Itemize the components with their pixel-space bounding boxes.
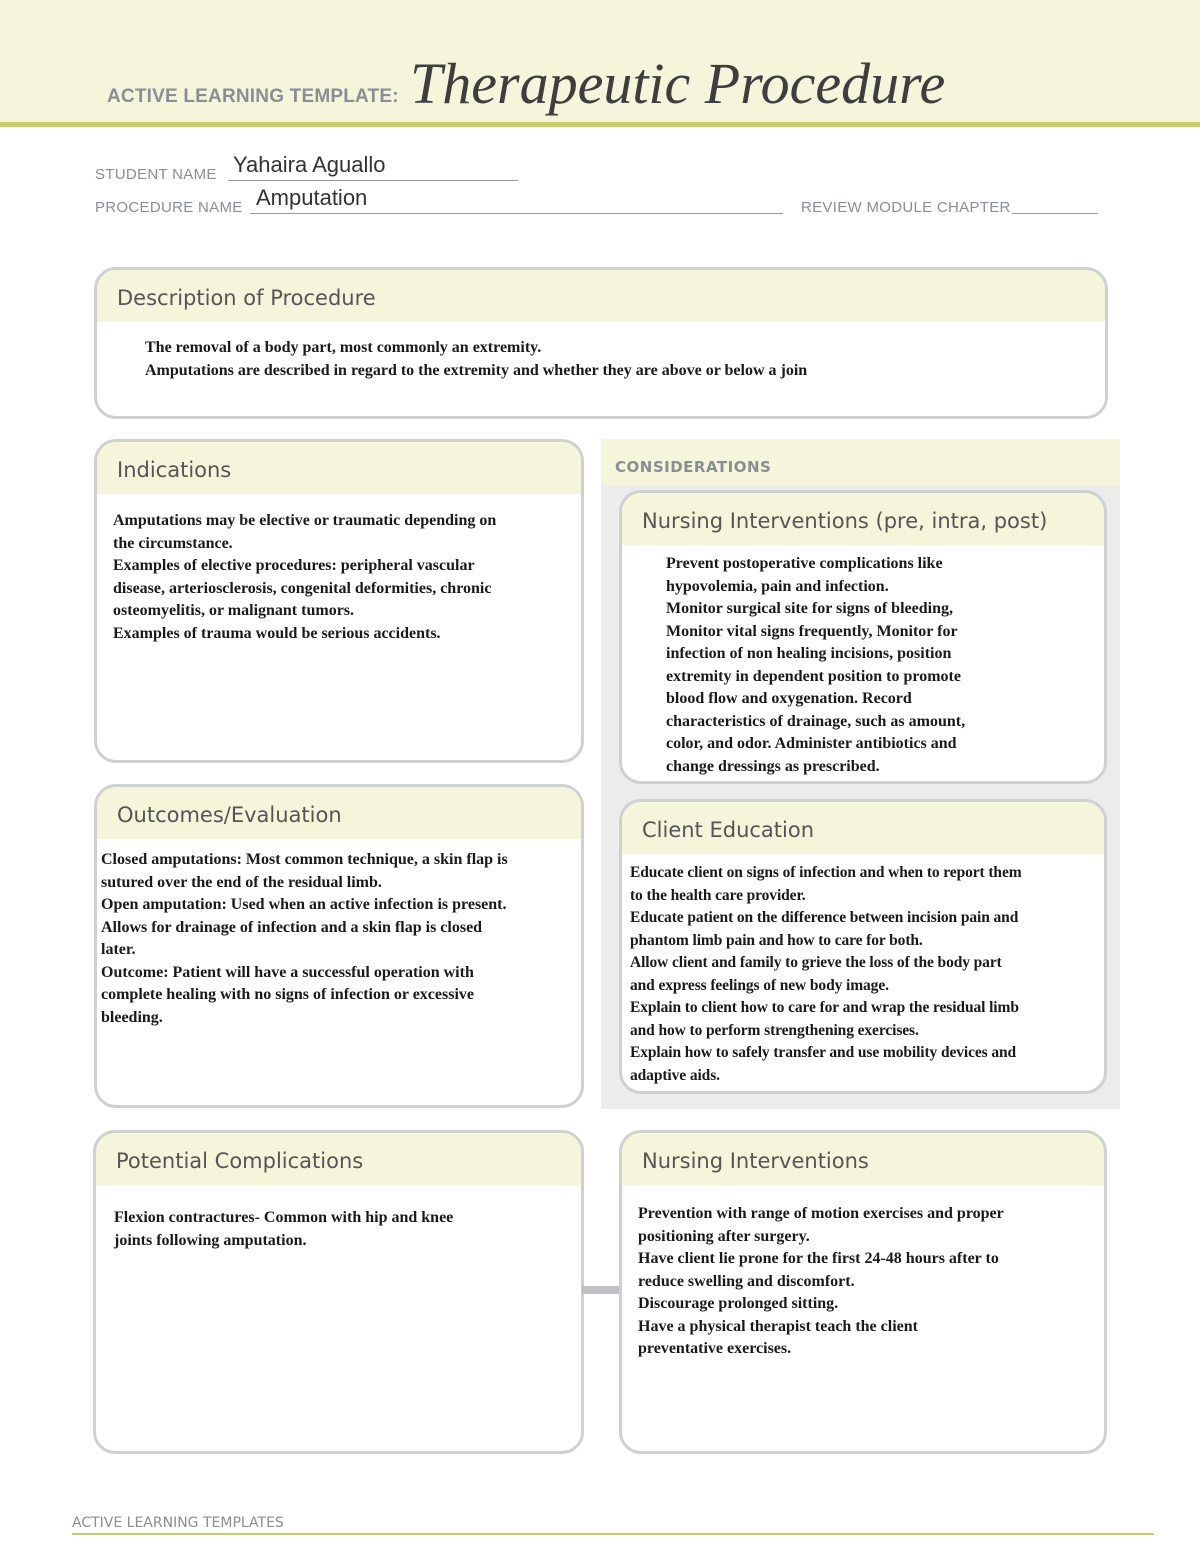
client-education-body: Educate client on signs of infection and when to report them to the health care provider. Educate patient on the difference between incision pain and phantom limb pain and how to care for both. Allow client and family to grieve the loss of the body part and express feelings of new body image. Explain to client how to care for and wrap the residual limb and how to perform strengthening exercises. Explain how to safely transfer and use mobility devices and adaptive aids. (630, 864, 1022, 1084)
review-module-label: REVIEW MODULE CHAPTER (801, 199, 1011, 216)
outcomes-body: Closed amputations: Most common technique, a skin flap is sutured over the end of the residual limb. Open amputation: Used when an active infection is present. Allows for drainage of infection and a skin flap is closed later. Outcome: Patient will have a successful operation with complete healing with no signs of infection or excessive bleeding. (101, 851, 508, 1026)
nursing-interventions-prepost-body: Prevent postoperative complications like hypovolemia, pain and infection. Monitor surgical site for signs of bleeding, Monitor vital signs frequently, Monitor for infection of non healing incisions, position extremity in dependent position to promote blood flow and oxygenation. Record characteristics of drainage, such as amount, color, and odor. Administer antibiotics and change dressings as prescribed. (666, 555, 966, 775)
potential-complications-body: Flexion contractures- Common with hip and knee joints following amputation. (114, 1209, 454, 1249)
description-body: The removal of a body part, most commonly an extremity. Amputations are described in regard to the extremity and whether they are above or below a join (145, 339, 808, 379)
footer-line (72, 1533, 1154, 1535)
indications-title: Indications (97, 442, 581, 494)
outcomes-box (94, 784, 584, 1108)
review-module-line (1012, 213, 1098, 214)
description-title: Description of Procedure (97, 270, 1105, 322)
outcomes-title: Outcomes/Evaluation (97, 787, 581, 839)
nursing-interventions-body: Prevention with range of motion exercises and proper positioning after surgery. Have client lie prone for the first 24-48 hours after to reduce swelling and discomfort. Discourage prolonged sitting. Have a physical therapist teach the client preventative exercises. (638, 1205, 1004, 1357)
potential-complications-title: Potential Complications (96, 1133, 581, 1185)
page-title: Therapeutic Procedure (410, 51, 946, 116)
procedure-name-value[interactable]: Amputation (256, 185, 368, 210)
nursing-interventions-prepost-title: Nursing Interventions (pre, intra, post) (622, 493, 1104, 545)
connector-bar (582, 1286, 620, 1294)
procedure-name-line (250, 213, 783, 214)
nursing-interventions-prepost-box (619, 490, 1107, 784)
template-kicker: ACTIVE LEARNING TEMPLATE: (107, 86, 399, 107)
footer-text: ACTIVE LEARNING TEMPLATES (72, 1515, 284, 1531)
student-name-value[interactable]: Yahaira Aguallo (233, 152, 386, 177)
potential-complications-box (93, 1130, 584, 1454)
student-name-label: STUDENT NAME (95, 166, 217, 183)
nursing-interventions-box (619, 1130, 1107, 1454)
procedure-name-label: PROCEDURE NAME (95, 199, 243, 216)
description-box (94, 267, 1108, 419)
indications-body: Amputations may be elective or traumatic depending on the circumstance. Examples of elective procedures: peripheral vascular disease, arteriosclerosis, congenital deformities, chronic osteomyelitis, or malignant tumors. Examples of trauma would be serious accidents. (113, 512, 497, 642)
indications-box (94, 439, 584, 763)
student-name-line (228, 180, 518, 181)
client-education-title: Client Education (622, 802, 1104, 854)
nursing-interventions-title: Nursing Interventions (622, 1133, 1104, 1185)
considerations-label: CONSIDERATIONS (601, 439, 1120, 485)
client-education-box (619, 799, 1107, 1094)
